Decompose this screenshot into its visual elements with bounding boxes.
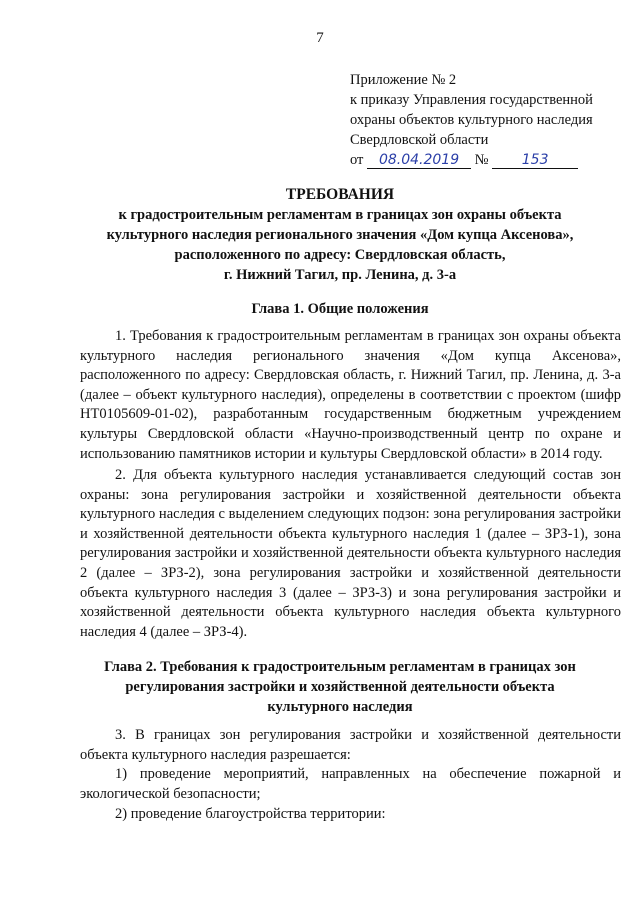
paragraph-1: 1. Требования к градостроительным регламентам в границах зон охраны объекта культурного наследия регионального значения «Дом купца Аксенова», расположенного по адресу: Свердловская область, г. Нижний Тагил, пр. Ленина, д. 3-а (далее – объект культурного наследия), определены в соответствии с проектом (шифр НТ0105609-01-02), разработанным государственным бюджетным учреждением культуры Свердловской области «Научно-производственный центр по охране и использованию памятников истории и культуры Свердловской области» в 2014 году.: [80, 328, 621, 462]
title-line-4: г. Нижний Тагил, пр. Ленина, д. 3-а: [223, 267, 457, 283]
title-main: ТРЕБОВАНИЯ: [285, 186, 395, 203]
appendix-region-line: Свердловской области: [350, 132, 489, 148]
chapter-2-heading: [60, 657, 620, 717]
appendix-title: Приложение № 2: [350, 72, 457, 88]
title-line-1: к градостроительным регламентам в границах зон охраны объекта: [118, 207, 562, 223]
handwritten-date: 08.04.2019: [367, 152, 471, 169]
chapter-2-line-1: Глава 2. Требования к градостроительным регламентам в границах зон: [104, 659, 576, 675]
page-number: 7: [316, 30, 324, 46]
handwritten-number: 153: [492, 152, 578, 169]
chapter-2-line-3: культурного наследия: [267, 699, 413, 715]
chapter-1-heading: Глава 1. Общие положения: [251, 301, 429, 317]
appendix-date-number-line: [350, 150, 620, 170]
appendix-header: [350, 70, 620, 170]
date-prefix: от: [350, 152, 364, 168]
list-item-1: 1) проведение мероприятий, направленных на обеспечение пожарной и экологической безопасности;: [80, 766, 621, 802]
list-item-2: 2) проведение благоустройства территории:: [115, 806, 386, 822]
appendix-order-line: к приказу Управления государственной: [350, 92, 593, 108]
chapter-2-line-2: регулирования застройки и хозяйственной деятельности объекта: [125, 679, 555, 695]
title-line-3: расположенного по адресу: Свердловская область,: [174, 247, 506, 263]
number-prefix: №: [474, 152, 489, 168]
paragraph-3: 3. В границах зон регулирования застройки и хозяйственной деятельности объекта культурного наследия разрешается:: [80, 727, 621, 763]
appendix-authority-line: охраны объектов культурного наследия: [350, 112, 593, 128]
title-line-2: культурного наследия регионального значения «Дом купца Аксенова»,: [106, 227, 574, 243]
document-title: [60, 185, 620, 285]
paragraph-2: 2. Для объекта культурного наследия устанавливается следующий состав зон охраны: зона регулирования застройки и хозяйственной деятельности объекта культурного наследия с выделением следующих подзон: зона регулирования застройки и хозяйственной деятельности объекта культурного наследия 1 (далее – ЗРЗ-1), зона регулирования застройки и хозяйственной деятельности объекта культурного наследия 2 (далее – ЗРЗ-2), зона регулирования застройки и хозяйственной деятельности объекта культурного наследия 3 (далее – ЗРЗ-3) и зона регулирования застройки и хозяйственной деятельности объекта культурного наследия объекта культурного наследия 4 (далее – ЗРЗ-4).: [80, 467, 621, 640]
